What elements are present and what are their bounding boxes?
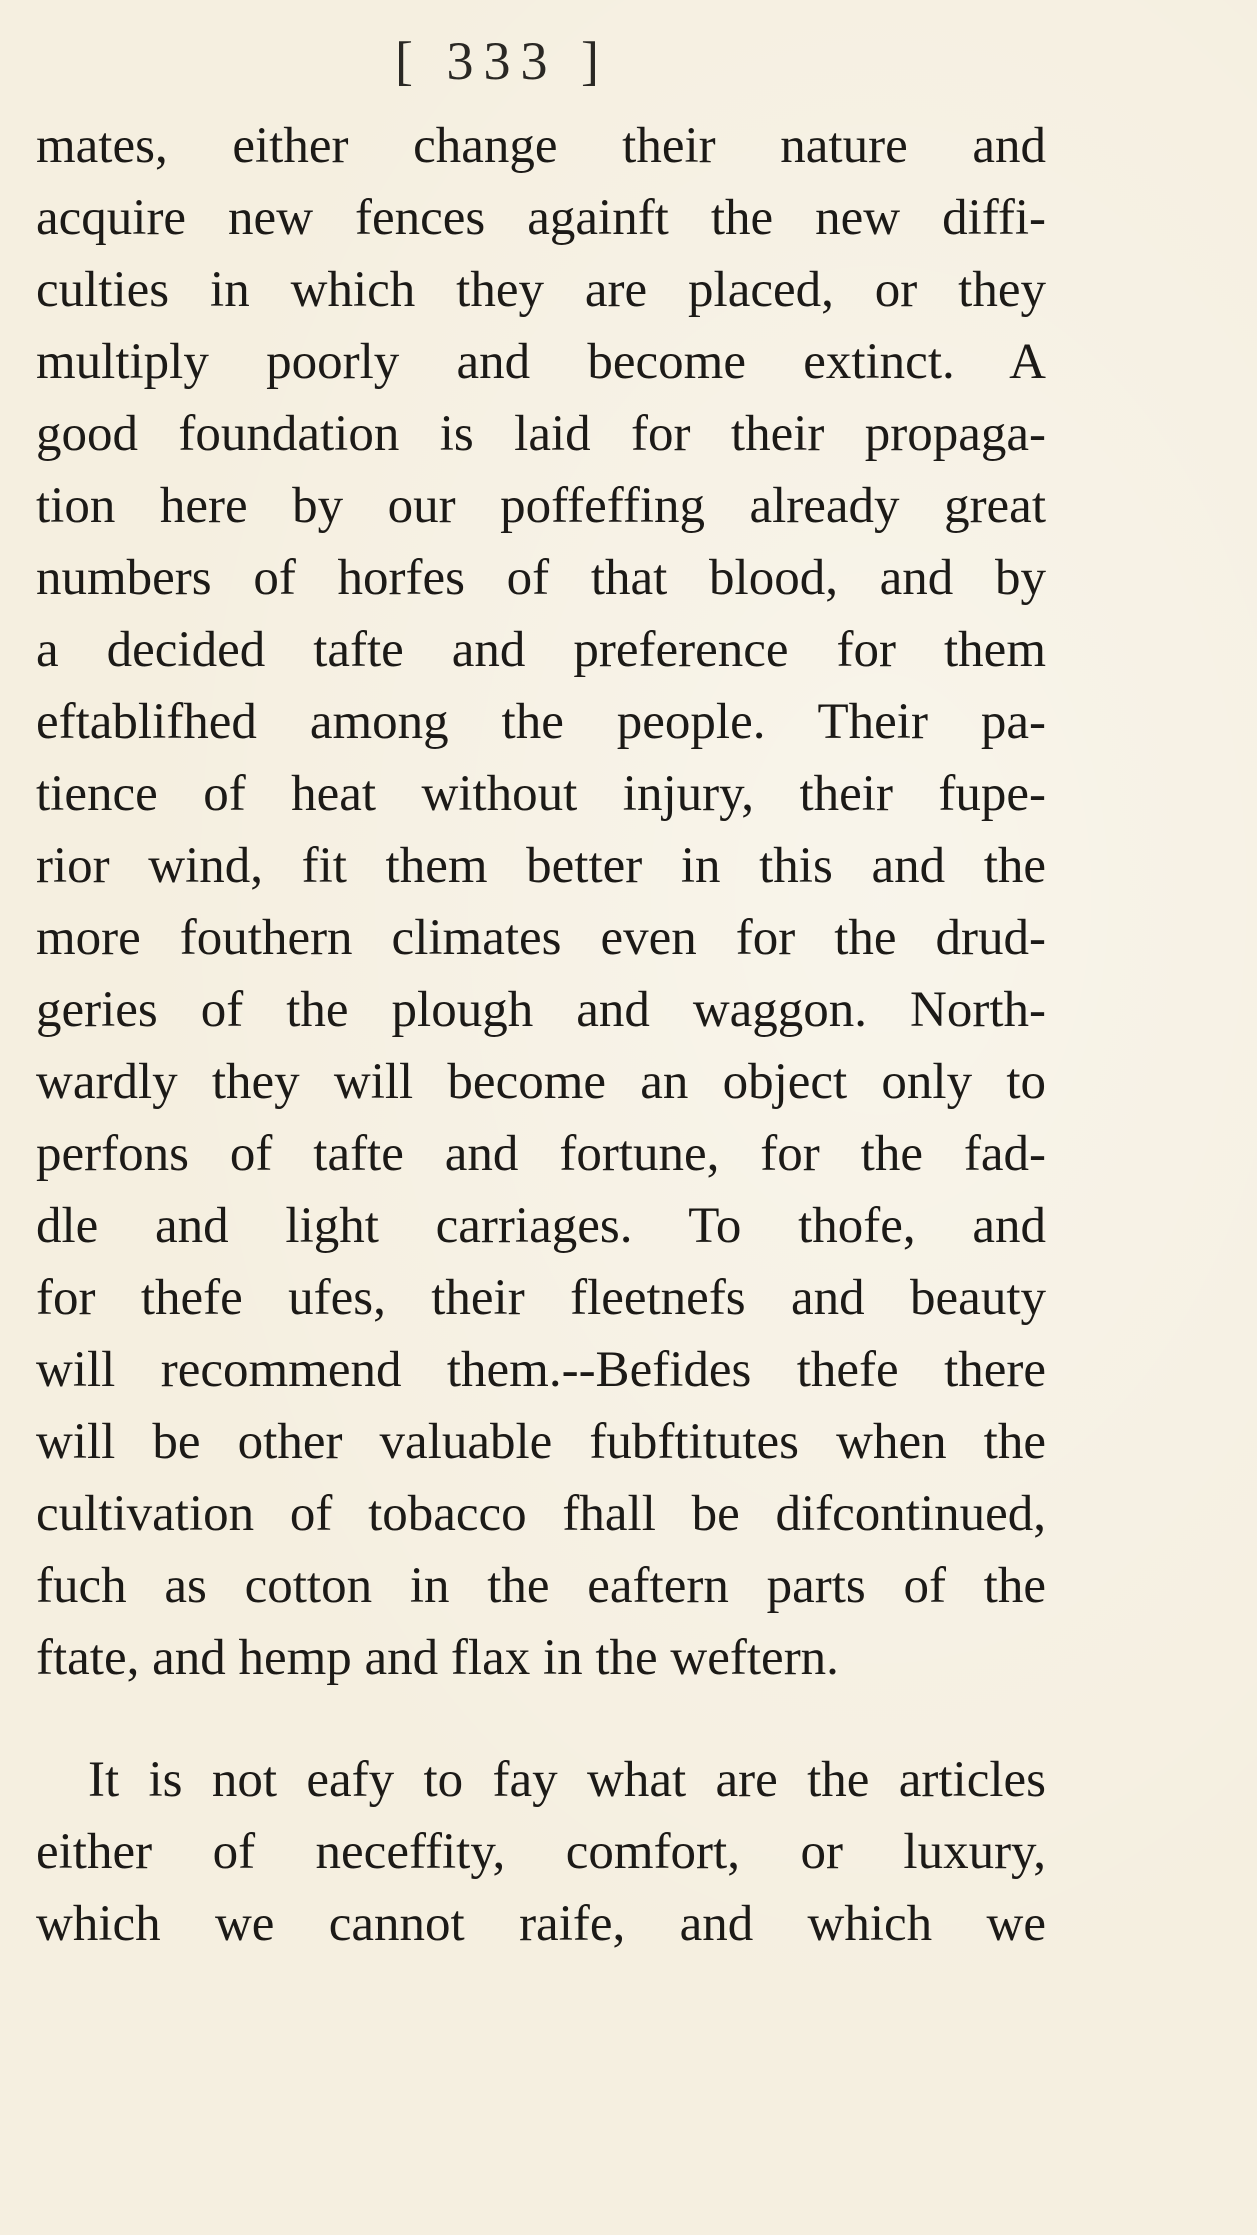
text-line: mates, either change their nature and <box>36 118 1046 174</box>
text-line: ftate, and hemp and flax in the weftern. <box>36 1630 839 1686</box>
paragraph-2 <box>36 1744 1046 1960</box>
paragraph-1 <box>36 110 1046 1694</box>
text-line: for thefe ufes, their fleetnefs and beauty <box>36 1270 1046 1326</box>
text-line: acquire new fences againft the new diffi- <box>36 190 1046 246</box>
text-line: rior wind, fit them better in this and the <box>36 838 1046 894</box>
paragraph-spacer <box>36 1694 1046 1744</box>
text-line: good foundation is laid for their propaga- <box>36 406 1046 462</box>
text-line: numbers of horfes of that blood, and by <box>36 550 1046 606</box>
text-line: fuch as cotton in the eaftern parts of the <box>36 1558 1046 1614</box>
text-line: either of neceffity, comfort, or luxury, <box>36 1824 1046 1880</box>
text-line: eftablifhed among the people. Their pa- <box>36 694 1046 750</box>
text-line: will be other valuable fubftitutes when the <box>36 1414 1046 1470</box>
text-line: tience of heat without injury, their fupe- <box>36 766 1046 822</box>
text-line: dle and light carriages. To thofe, and <box>36 1198 1046 1254</box>
text-line: a decided tafte and preference for them <box>36 622 1046 678</box>
text-line: more fouthern climates even for the drud- <box>36 910 1046 966</box>
text-line: which we cannot raife, and which we <box>36 1896 1046 1952</box>
text-line: culties in which they are placed, or they <box>36 262 1046 318</box>
text-line: multiply poorly and become extinct. A <box>36 334 1046 390</box>
text-line: will recommend them.--Befides thefe there <box>36 1342 1046 1398</box>
page-number: [ 333 ] <box>395 31 609 91</box>
text-line: It is not eafy to fay what are the articles <box>88 1752 1046 1808</box>
text-line: tion here by our poffeffing already great <box>36 478 1046 534</box>
text-line: wardly they will become an object only to <box>36 1054 1046 1110</box>
body-text <box>36 110 1046 1960</box>
text-line: perfons of tafte and fortune, for the fad- <box>36 1126 1046 1182</box>
text-line: cultivation of tobacco fhall be difcontinued, <box>36 1486 1046 1542</box>
text-line: geries of the plough and waggon. North- <box>36 982 1046 1038</box>
